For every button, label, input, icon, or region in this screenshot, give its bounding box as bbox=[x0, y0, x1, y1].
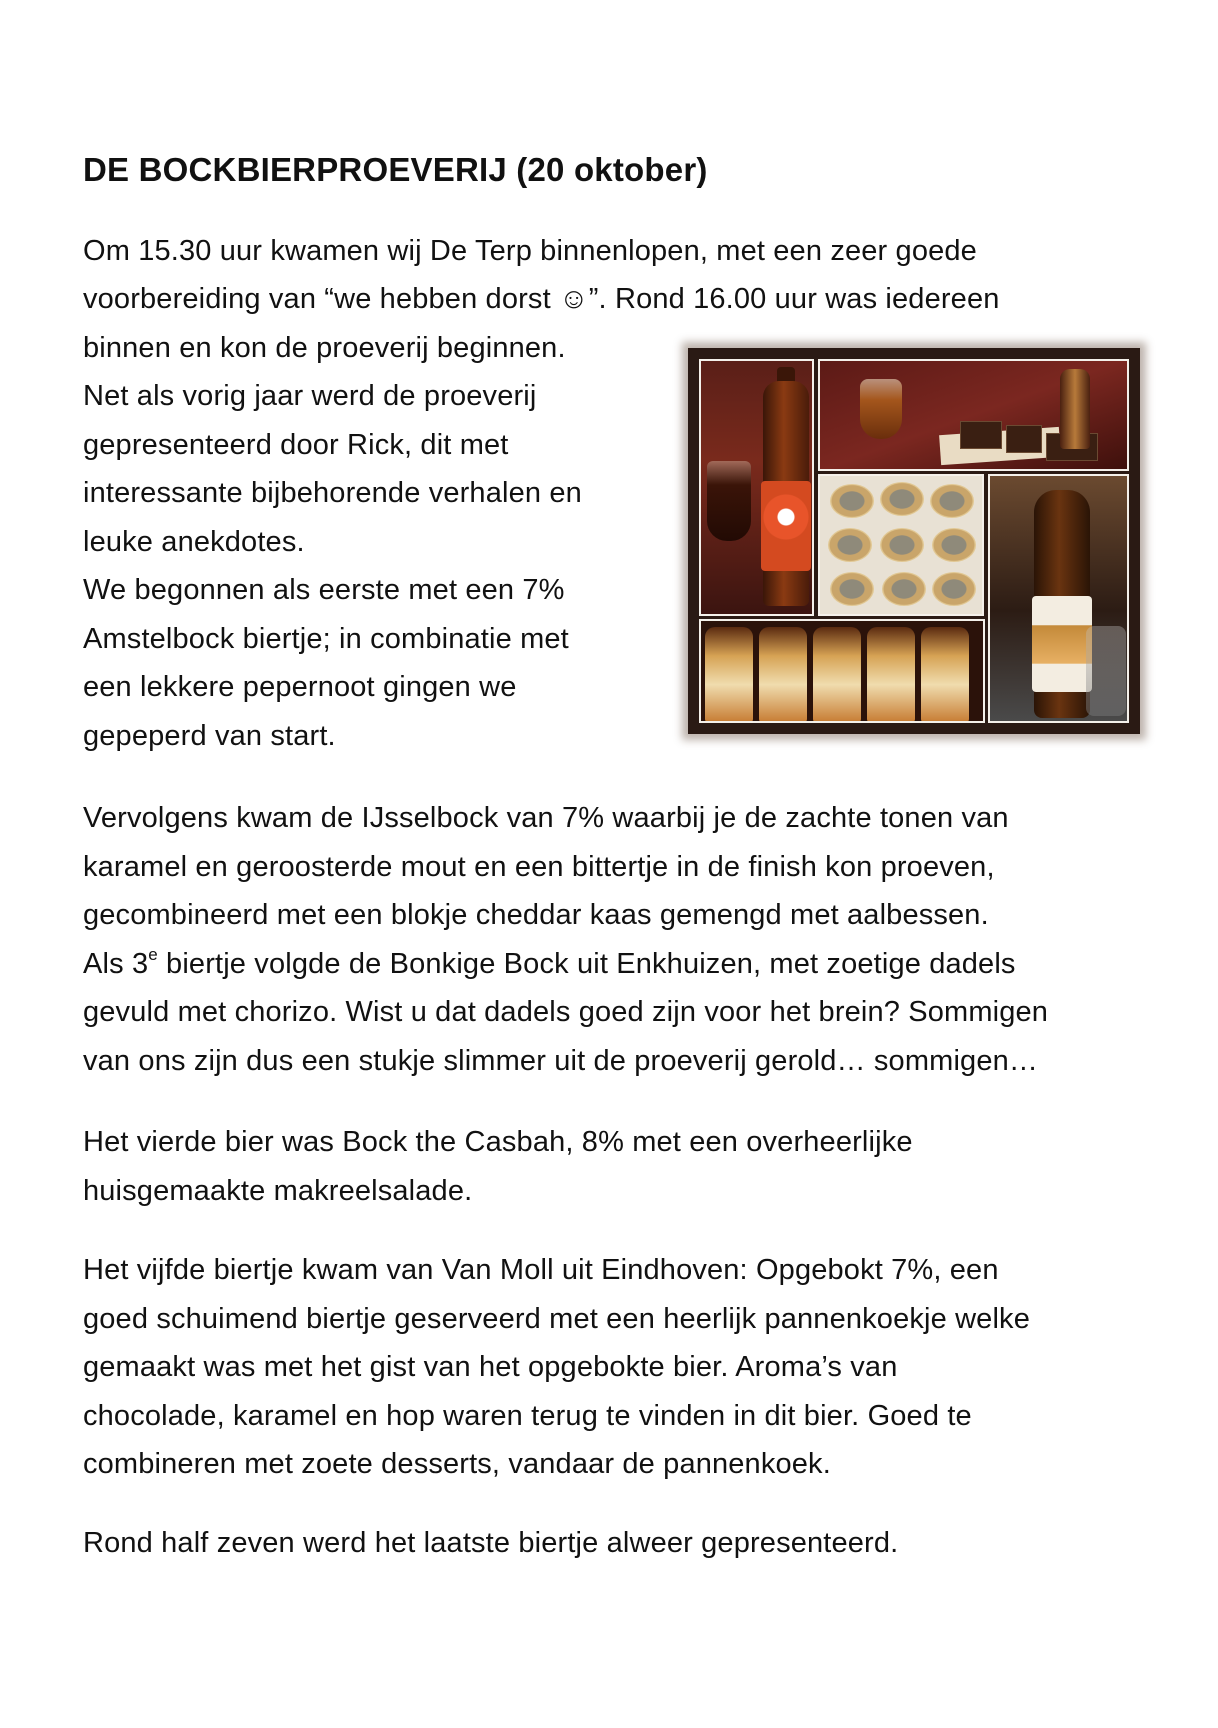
text-line: Het vierde bier was Bock the Casbah, 8% met een overheerlijke bbox=[83, 1126, 913, 1158]
text-fragment: biertje volgde de Bonkige Bock uit Enkhuizen, met zoetige dadels bbox=[157, 948, 1016, 980]
text-line: We begonnen als eerste met een 7% bbox=[83, 574, 565, 606]
text-line: gecombineerd met een blokje cheddar kaas gemengd met aalbessen. bbox=[83, 899, 989, 931]
superscript: e bbox=[148, 945, 158, 965]
text-line: Het vijfde biertje kwam van Van Moll uit Eindhoven: Opgebokt 7%, een bbox=[83, 1254, 999, 1286]
photo-collage bbox=[688, 348, 1140, 734]
text-line: chocolade, karamel en hop waren terug te vinden in dit bier. Goed te bbox=[83, 1400, 972, 1432]
opgebokt-bottle-photo bbox=[988, 474, 1129, 723]
text-line: combineren met zoete desserts, vandaar de pannenkoek. bbox=[83, 1448, 831, 1480]
text-line: van ons zijn dus een stukje slimmer uit de proeverij gerold… sommigen… bbox=[83, 1045, 1039, 1077]
text-line: Amstelbock biertje; in combinatie met bbox=[83, 623, 569, 655]
text-line: Om 15.30 uur kwamen wij De Terp binnenlopen, met een zeer goede bbox=[83, 235, 977, 267]
text-line: Net als vorig jaar werd de proeverij bbox=[83, 380, 537, 412]
mackerel-salad-photo bbox=[818, 474, 984, 616]
page-title: DE BOCKBIERPROEVERIJ (20 oktober) bbox=[83, 151, 708, 188]
bottle-casbah-photo bbox=[699, 359, 814, 616]
text-line bbox=[83, 946, 1016, 982]
text-line: binnen en kon de proeverij beginnen. bbox=[83, 332, 566, 364]
text-line: voorbereiding van “we hebben dorst ☺”. Rond 16.00 uur was iedereen bbox=[83, 283, 1000, 315]
text-line: gevuld met chorizo. Wist u dat dadels goed zijn voor het brein? Sommigen bbox=[83, 996, 1049, 1028]
text-line: goed schuimend biertje geserveerd met een heerlijk pannenkoekje welke bbox=[83, 1303, 1030, 1335]
text-line: karamel en geroosterde mout en een bittertje in de finish kon proeven, bbox=[83, 851, 995, 883]
text-line: gemaakt was met het gist van het opgebokte bier. Aroma’s van bbox=[83, 1351, 898, 1383]
text-line: Rond half zeven werd het laatste biertje alweer gepresenteerd. bbox=[83, 1527, 899, 1559]
text-line: Vervolgens kwam de IJsselbock van 7% waarbij je de zachte tonen van bbox=[83, 802, 1009, 834]
text-line: een lekkere pepernoot gingen we bbox=[83, 671, 517, 703]
text-line: interessante bijbehorende verhalen en bbox=[83, 477, 582, 509]
text-line: gepeperd van start. bbox=[83, 720, 336, 752]
bon-bon-bottles-photo bbox=[699, 619, 985, 723]
text-line: leuke anekdotes. bbox=[83, 526, 305, 558]
text-line: huisgemaakte makreelsalade. bbox=[83, 1175, 473, 1207]
chocolates-table-photo bbox=[818, 359, 1129, 471]
text-line: gepresenteerd door Rick, dit met bbox=[83, 429, 509, 461]
text-fragment: Als 3 bbox=[83, 948, 149, 980]
